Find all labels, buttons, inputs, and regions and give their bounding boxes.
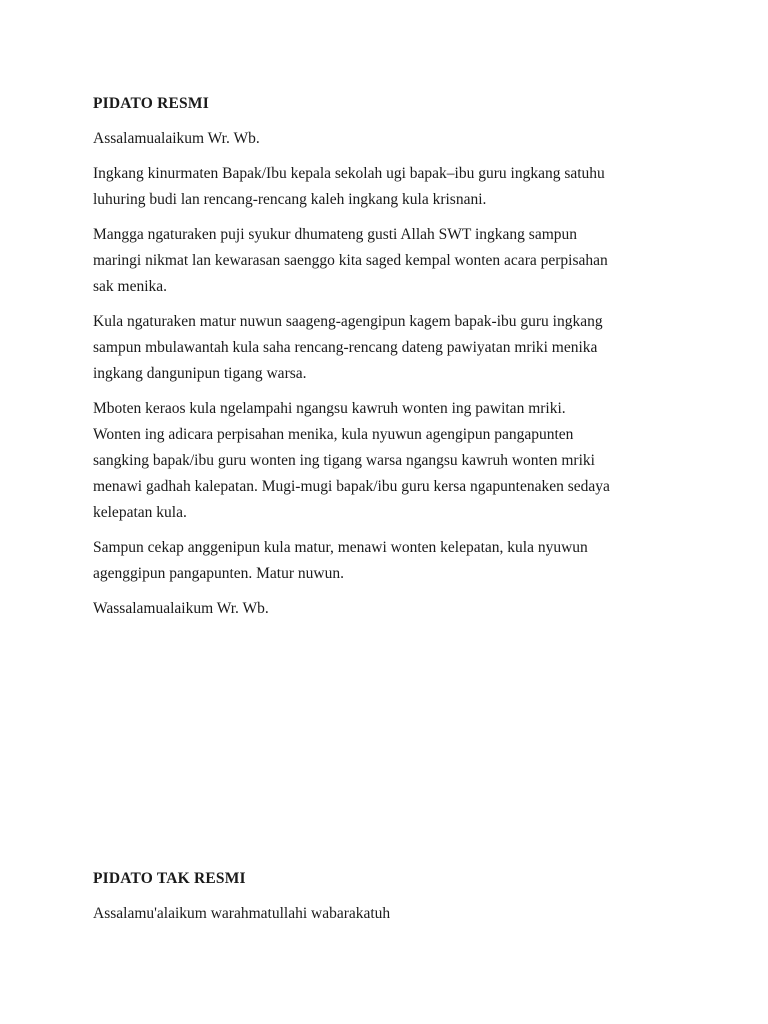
paragraph-thanks-to-teachers xyxy=(93,309,693,387)
text-line: Assalamualaikum Wr. Wb. xyxy=(93,130,260,147)
text-line: Assalamu'alaikum warahmatullahi wabarakatuh xyxy=(93,905,391,922)
text-line: luhuring budi lan rencang-rencang kaleh ingkang kula krisnani. xyxy=(93,191,487,208)
text-line: ingkang dangunipun tigang warsa. xyxy=(93,365,307,382)
paragraph-informal-greeting xyxy=(93,901,693,927)
paragraph-closing-greeting xyxy=(93,596,693,622)
text-line: Wassalamualaikum Wr. Wb. xyxy=(93,600,269,617)
text-line: maringi nikmat lan kewarasan saenggo kita saged kempal wonten acara perpisahan xyxy=(93,252,608,269)
paragraph-closing-remarks xyxy=(93,535,693,587)
text-line: sangking bapak/ibu guru wonten ing tigang warsa ngangsu kawruh wonten mriki xyxy=(93,452,595,469)
text-line: menawi gadhah kalepatan. Mugi-mugi bapak/ibu guru kersa ngapuntenaken sedaya xyxy=(93,478,610,495)
text-line: Wonten ing adicara perpisahan menika, kula nyuwun agengipun pangapunten xyxy=(93,426,574,443)
informal-speech-section xyxy=(93,866,693,936)
text-line: Kula ngaturaken matur nuwun saageng-agengipun kagem bapak-ibu guru ingkang xyxy=(93,313,603,330)
text-line: sampun mbulawantah kula saha rencang-rencang dateng pawiyatan mriki menika xyxy=(93,339,598,356)
paragraph-honorific-address xyxy=(93,161,693,213)
paragraph-apology xyxy=(93,396,693,526)
text-line: Mangga ngaturaken puji syukur dhumateng gusti Allah SWT ingkang sampun xyxy=(93,226,578,243)
paragraph-gratitude-to-god xyxy=(93,222,693,300)
text-line: Sampun cekap anggenipun kula matur, menawi wonten kelepatan, kula nyuwun xyxy=(93,539,588,556)
text-line: agenggipun pangapunten. Matur nuwun. xyxy=(93,565,344,582)
text-line: kelepatan kula. xyxy=(93,504,187,521)
text-line: Mboten keraos kula ngelampahi ngangsu kawruh wonten ing pawitan mriki. xyxy=(93,400,566,417)
formal-speech-section xyxy=(93,91,693,631)
informal-speech-title: PIDATO TAK RESMI xyxy=(93,870,246,887)
text-line: Ingkang kinurmaten Bapak/Ibu kepala sekolah ugi bapak–ibu guru ingkang satuhu xyxy=(93,165,605,182)
text-line: sak menika. xyxy=(93,278,168,295)
formal-speech-title: PIDATO RESMI xyxy=(93,95,209,112)
paragraph-opening-greeting xyxy=(93,126,693,152)
